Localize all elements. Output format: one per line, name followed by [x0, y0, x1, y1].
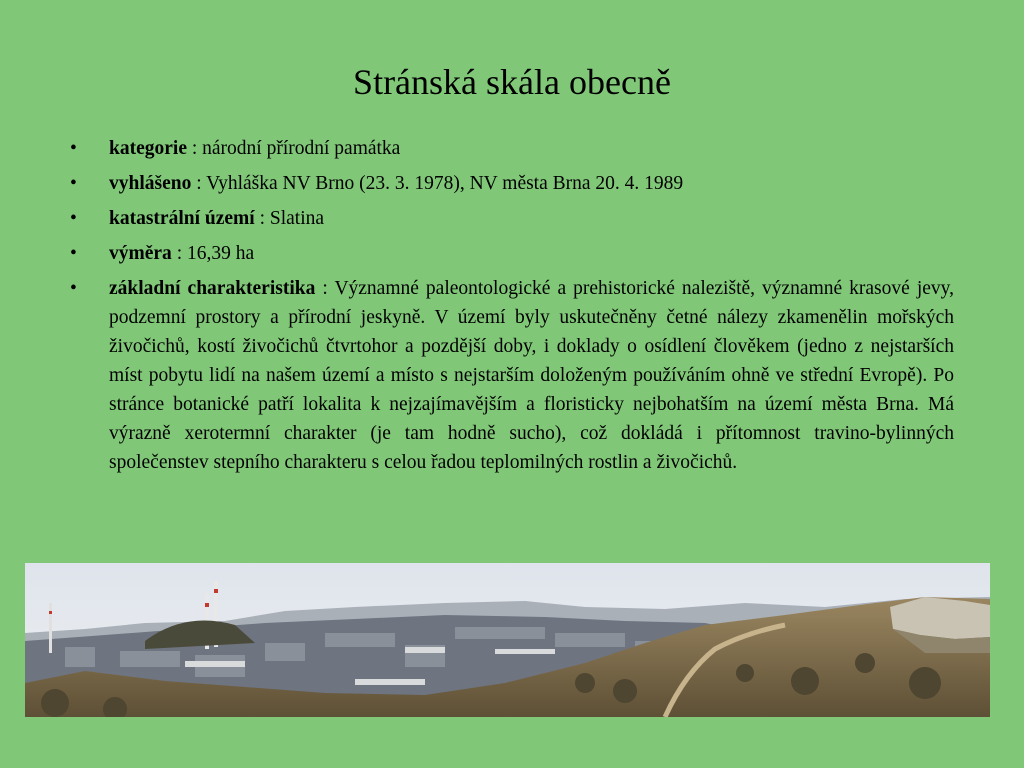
bullet-icon: •: [70, 243, 77, 264]
panorama-illustration: [25, 563, 990, 717]
bullet-icon: •: [70, 208, 77, 229]
item-text: : Slatina: [254, 208, 325, 229]
bullet-icon: •: [70, 138, 77, 159]
item-term: výměra: [109, 243, 172, 264]
item-term: katastrální území: [109, 208, 255, 229]
item-term: vyhlášeno: [109, 173, 192, 194]
list-item-vymera: [70, 239, 954, 268]
list-item-vyhlaseno: [70, 169, 954, 198]
item-text: : 16,39 ha: [171, 243, 255, 264]
item-text: : Vyhláška NV Brno (23. 3. 1978), NV města Brna 20. 4. 1989: [191, 173, 684, 194]
list-item-katastralni-uzemi: [70, 204, 954, 233]
list-item-kategorie: [70, 134, 954, 163]
bullet-icon: •: [70, 278, 77, 299]
item-term: kategorie: [109, 138, 187, 159]
list-item-zakladni-charakteristika: [70, 274, 954, 477]
item-text: : Významné paleontologické a prehistorické naleziště, významné krasové jevy, podzemní prostory a přírodní jeskyně. V území byly uskutečněny četné nálezy zkamenělin mořských živočichů, kostí živočichů čtvrtohor a pozdější doby, i doklady o osídlení člověkem (jedno z nejstarších míst pobytu lidí na našem území a místo s nejstarším doloženým používáním ohně ve střední Evropě). Po stránce botanické patří lokalita k nejzajímavějším a floristicky nejbohatším na území města Brna. Má výrazně xerotermní charakter (je tam hodně sucho), což dokládá i přítomnost travino-bylinných společenstev stepního charakteru s celou řadou teplomilných rostlin a živočichů.: [109, 278, 954, 473]
panorama-photo: [25, 563, 990, 717]
bullet-icon: •: [70, 173, 77, 194]
item-text: : národní přírodní památka: [186, 138, 401, 159]
bullet-list: [70, 134, 954, 483]
slide-title: Stránská skála obecně: [353, 62, 671, 102]
item-term: základní charakteristika: [109, 278, 316, 299]
